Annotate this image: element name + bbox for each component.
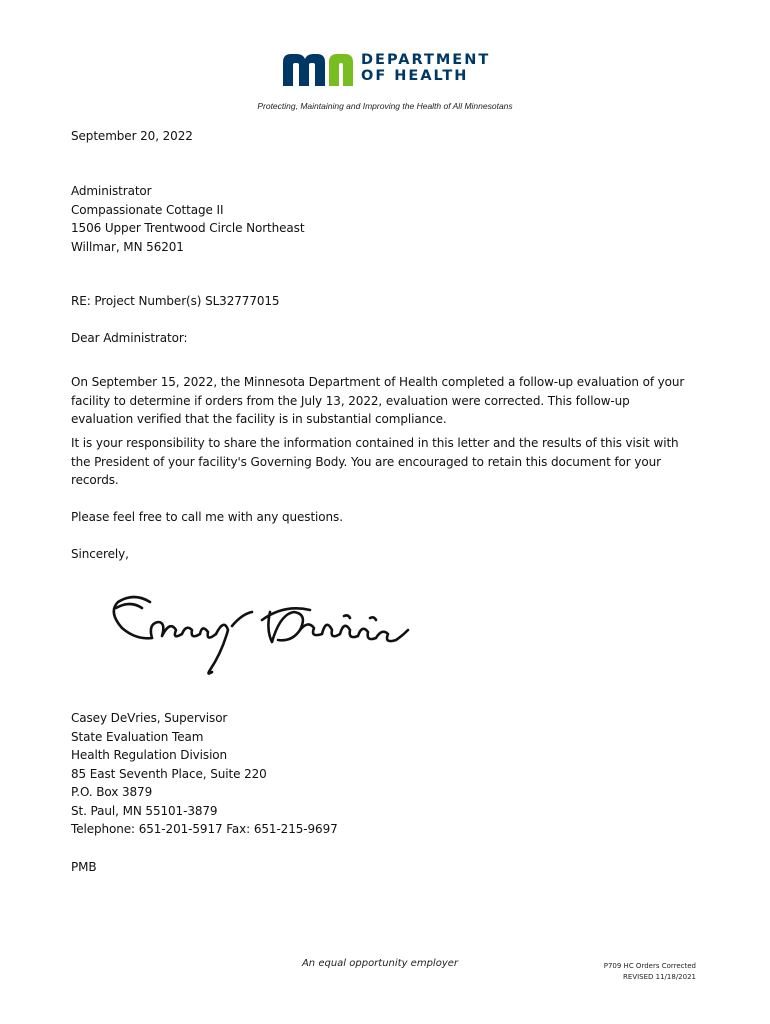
logo-line-1: DEPARTMENT bbox=[361, 52, 491, 68]
body-paragraph-1: On September 15, 2022, the Minnesota Department of Health completed a follow-up evaluation of your facility to determine if orders from the July 13, 2022, evaluation were corrected. This follow-up evaluation verified that the facility is in substantial compliance. bbox=[71, 375, 685, 426]
sender-line: Health Regulation Division bbox=[71, 748, 228, 762]
form-id: P709 HC Orders Corrected bbox=[603, 962, 696, 970]
mdh-logo bbox=[283, 52, 493, 88]
sender-line: State Evaluation Team bbox=[71, 729, 204, 744]
letter-date: September 20, 2022 bbox=[71, 129, 193, 143]
tagline: Protecting, Maintaining and Improving the Health of All Minnesotans bbox=[257, 101, 513, 111]
recipient-line: 1506 Upper Trentwood Circle Northeast bbox=[71, 221, 305, 235]
body-paragraph-2: It is your responsibility to share the information contained in this letter and the results of this visit with the President of your facility's Governing Body. You are encouraged to retain this document for your records. bbox=[71, 436, 679, 487]
recipient-line: Willmar, MN 56201 bbox=[71, 239, 184, 254]
sender-line: St. Paul, MN 55101-3879 bbox=[71, 803, 218, 818]
mn-logo-mark-icon bbox=[283, 54, 353, 86]
recipient-line: Administrator bbox=[71, 184, 152, 198]
sender-block bbox=[71, 709, 338, 839]
sender-line: 85 East Seventh Place, Suite 220 bbox=[71, 766, 267, 781]
sender-line: Casey DeVries, Supervisor bbox=[71, 711, 228, 725]
footer-eoe: An equal opportunity employer bbox=[301, 958, 459, 969]
recipient-address bbox=[71, 182, 304, 256]
sender-line: Telephone: 651-201-5917 Fax: 651-215-9697 bbox=[71, 822, 338, 836]
typist-initials: PMB bbox=[71, 860, 97, 874]
closing: Sincerely, bbox=[71, 547, 129, 561]
recipient-line: Compassionate Cottage II bbox=[71, 202, 224, 217]
logo-wordmark bbox=[361, 52, 490, 84]
handwritten-signature-icon bbox=[112, 590, 412, 682]
sender-line: P.O. Box 3879 bbox=[71, 785, 153, 799]
revised-date: REVISED 11/18/2021 bbox=[623, 972, 696, 981]
body-paragraph-3: Please feel free to call me with any questions. bbox=[71, 510, 343, 524]
footer-form-id bbox=[604, 961, 696, 982]
reference-line: RE: Project Number(s) SL32777015 bbox=[71, 294, 280, 308]
salutation: Dear Administrator: bbox=[71, 331, 188, 345]
logo-line-2: OF HEALTH bbox=[361, 68, 469, 84]
